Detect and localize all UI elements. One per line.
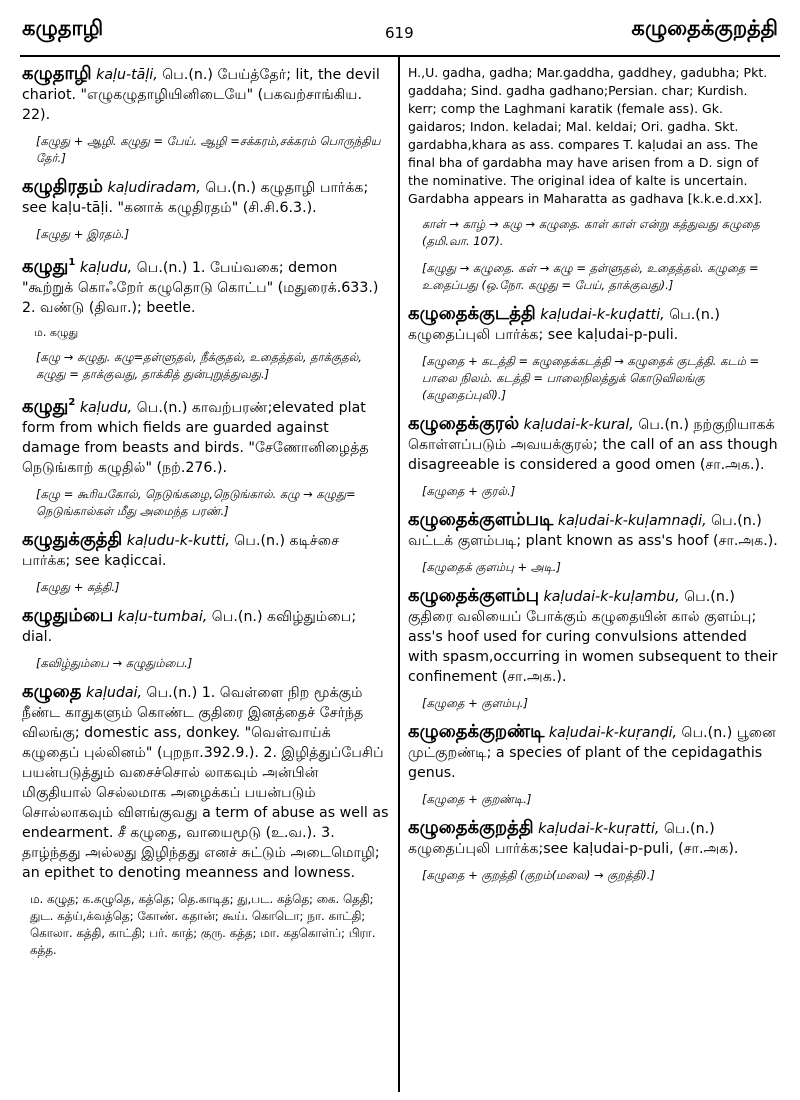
entry-headword: கழுதைக்குரல் bbox=[408, 413, 520, 434]
entry-transliteration: kaḷu-tāḷi, bbox=[96, 67, 158, 83]
headword-text: கழுது bbox=[22, 256, 69, 277]
header-right-guide-word: கழுதைக்குறத்தி bbox=[631, 16, 778, 40]
entry-definition: பெ.(n.) காவற்பரண்;elevated plat form from which fields are guarded against damage from beasts and birds. "சேணோனிழைத்த நெடுங்காற் கழுதில்" (நற்.276.). bbox=[22, 400, 369, 476]
entry-cognates: ம. கழுத; க.கழுதெ, கத்தெ; தெ.காடித; து,பட. கத்தெ; கை. தெதி; துட. கத்ய்,க்வத்தெ; கோண். கதான்; கூய். கொடொ; நா. காட்தி; கொலா. கத்தி, காட்தி; பர். காத்; குரு. கத்த; மா. கதகொள்ப்; பிரா. கத்த. bbox=[30, 892, 376, 957]
entry-etymology: [கழுது + கத்தி.] bbox=[36, 580, 120, 594]
dictionary-entry bbox=[22, 393, 390, 478]
entry-etymology: [கழு = கூரியகோல், நெடுங்கழை,நெடுங்கால். கழு → கழுது= நெடுங்கால்கள் மீது அமைந்த பரண்.] bbox=[36, 487, 356, 518]
entry-definition: பெ.(n.) பூனை முட்குறண்டி; a species of plant of the cepidagathis genus. bbox=[408, 725, 776, 781]
column-divider bbox=[398, 57, 400, 1092]
entry-definition: பெ.(n.) வட்டக் குளம்படி; plant known as ass's hoof (சா.அக.). bbox=[408, 513, 778, 549]
entry-transliteration: kaḷudai-k-kuḷambu, bbox=[543, 589, 680, 605]
dictionary-entry bbox=[408, 818, 780, 859]
dictionary-entry bbox=[22, 682, 390, 883]
entry-definition: பெ.(n.) 1. பேய்வகை; demon "கூற்றுக் கொஃறேர் கழுதொடு கொட்ப" (மதுரைக்.633.) 2. வண்டு (திவா.); beetle. bbox=[22, 260, 379, 316]
dictionary-entry bbox=[408, 414, 780, 475]
entry-etymology: [கழுதை + குறண்டி.] bbox=[422, 792, 532, 806]
entry-quote: காள் → காழ் → கழு → கழுதை. காள் காள் என்று கத்துவது கழுதை (தமி.வா. 107). bbox=[422, 217, 760, 248]
entry-headword: கழுதைக்குறண்டி bbox=[408, 721, 545, 742]
entry-definition: பெ.(n.) கடிச்சை பார்க்க; see kaḍiccai. bbox=[22, 533, 340, 569]
header-divider bbox=[20, 55, 780, 57]
header-left-guide-word: கழுதாழி bbox=[22, 16, 104, 40]
homonym-number: 2 bbox=[68, 397, 76, 408]
entry-transliteration: kaḷudai-k-kural, bbox=[523, 417, 634, 433]
entry-etymology: [கழுதைக் குளம்பு + அடி.] bbox=[422, 560, 561, 574]
homonym-number: 1 bbox=[68, 257, 76, 268]
entry-definition: பெ.(n.) கழுதைப்புலி பார்க்க;see kaḷudai-p-puli, (சா.அக). bbox=[408, 821, 739, 857]
entry-headword: கழுதைக்குளம்படி bbox=[408, 509, 554, 530]
headword-text: கழுது bbox=[22, 396, 69, 417]
entry-etymology: [கழுது + இரதம்.] bbox=[36, 227, 130, 241]
entry-transliteration: kaḷudai, bbox=[86, 685, 143, 701]
entry-transliteration: kaḷudai-k-kuḍatti, bbox=[540, 307, 665, 323]
dictionary-entry bbox=[408, 304, 780, 345]
entry-transliteration: kaḷudai-k-kuḷamnaḍi, bbox=[557, 513, 707, 529]
dictionary-entry bbox=[22, 253, 390, 318]
entry-headword: கழுதைக்குளம்பு bbox=[408, 585, 540, 606]
entry-definition: பெ.(n.) நற்குறியாகக் கொள்ளப்படும் அவயக்குரல்; the call of an ass though disagreeable is considered a good omen (சா.அக.). bbox=[408, 417, 778, 473]
right-column bbox=[408, 64, 780, 1094]
entry-transliteration: kaḷudai-k-kuṛatti, bbox=[538, 821, 660, 837]
entry-headword: கழுதைக்குறத்தி bbox=[408, 817, 534, 838]
entry-definition: பெ.(n.) கழுதாழி பார்க்க; see kaḷu-tāḷi. "கனாக் கழுதிரதம்" (சி.சி.6.3.). bbox=[22, 180, 369, 216]
entry-headword: கழுதிரதம் bbox=[22, 176, 103, 197]
entry-transliteration: kaḷudiradam, bbox=[107, 180, 201, 196]
entry-headword bbox=[22, 396, 75, 417]
entry-etymology: [கழுதை + கடத்தி = கழுதைக்கடத்தி → கழுதைக் குடத்தி. கடம் = பாலை நிலம். கடத்தி = பாலைநிலத்துக் கொடுவிலங்கு (கழுதைப்புலி).] bbox=[422, 354, 760, 402]
entry-transliteration: kaḷudu-k-kutti, bbox=[126, 533, 230, 549]
dictionary-entry bbox=[408, 722, 780, 783]
entry-headword bbox=[22, 256, 75, 277]
entry-etymology: [கழுது → கழுதை. கள் → கழு = தள்ளுதல், உதைத்தல். கழுதை = உதைப்பது (ஒ.நோ. கழுது = பேய், தாக்குவது).] bbox=[422, 261, 759, 292]
entry-transliteration: kaḷudai-k-kuṛanḍi, bbox=[548, 725, 678, 741]
dictionary-entry bbox=[22, 530, 390, 571]
dictionary-entry bbox=[22, 64, 390, 125]
entry-definition: பெ.(n.) குதிரை வலியைப் போக்கும் கழுதையின் கால் குளம்பு; ass's hoof used for curing convulsions attended with spasm,occurring in women subsequent to their confinement (சா.அக.). bbox=[408, 589, 778, 685]
entry-etymology: [கழுதை + குளம்பு.] bbox=[422, 696, 528, 710]
cognates-continuation: H.,U. gadha, gadha; Mar.gaddha, gaddhey, gadubha; Pkt. gaddaha; Sind. gadha gadhano;Persian. char; Kurdish. kerr; comp the Laghmani karatik (female ass). Gk. gaidaros; Indon. keladai; Mal. keldai; Ori. gadha. Skt. gardabha,khara as ass. compares T. kaḷudai an ass. The final bha of gardabha may have arisen from a D. sign of the nominative. The original idea of kalte is uncertain. Gardabha appears in Maharatta as gadhava [k.k.e.d.xx]. bbox=[408, 65, 768, 206]
entry-transliteration: kaḷu-tumbai, bbox=[117, 609, 208, 625]
dictionary-entry bbox=[408, 510, 780, 551]
entry-etymology: [கவிழ்தும்பை → கழுதும்பை.] bbox=[36, 656, 193, 670]
page-header bbox=[0, 0, 800, 52]
entry-headword: கழுதாழி bbox=[22, 64, 92, 84]
page-number: 619 bbox=[385, 24, 414, 42]
entry-headword: கழுதுக்குத்தி bbox=[22, 529, 123, 550]
entry-definition: பெ.(n.) கழுதைப்புலி பார்க்க; see kaḷudai-p-puli. bbox=[408, 307, 720, 343]
entry-definition: பெ.(n.) பேய்த்தேர்; lit, the devil chariot. "எழுகழுதாழியினிடையே" (பகவற்சாங்கிய. 22). bbox=[22, 67, 380, 123]
dictionary-entry bbox=[22, 606, 390, 647]
dictionary-entry bbox=[22, 177, 390, 218]
left-column bbox=[22, 64, 390, 1094]
entry-cognate-short: ம. கழுது bbox=[34, 326, 79, 339]
entry-headword: கழுதை bbox=[22, 681, 82, 702]
entry-transliteration: kaḷudu, bbox=[79, 400, 133, 416]
entry-etymology: [கழுதை + குறத்தி (குறம்(மலை) → குறத்தி).] bbox=[422, 868, 655, 882]
entry-etymology: [கழு → கழுது. கழு=தள்ளுதல், நீக்குதல், உதைத்தல், தாக்குதல், கழுது = தாக்குவது, தாக்கித் துன்புறுத்துவது.] bbox=[36, 350, 362, 381]
entry-headword: கழுதும்பை bbox=[22, 605, 114, 626]
entry-definition: பெ.(n.) 1. வெள்ளை நிற மூக்கும் நீண்ட காதுகளும் கொண்ட குதிரை இனத்தைச் சேர்ந்த விலங்கு; domestic ass, donkey. "வெள்வாய்க் கழுதைப் புல்லினம்" (புறநா.392.9.). 2. இழித்துப்பேசிப் பயன்படுத்தும் வசைச்சொல் லாகவும் அன்பின் மிகுதியால் செல்லமாக அழைக்கப் பயன்படும் சொல்லாகவும் விளங்குவது a term of abuse as well as endearment. சீ கழுதை, வாயைமூடு (உ.வ.). 3. தாழ்ந்தது அல்லது இழிந்தது எனச் சுட்டும் அடைமொழி; an epithet to denoting meanness and lowness. bbox=[22, 685, 389, 881]
entry-etymology: [கழுது + ஆழி. கழுது = பேய். ஆழி =சக்கரம்,சக்கரம் பொருந்திய தேர்.] bbox=[36, 134, 381, 165]
entry-transliteration: kaḷudu, bbox=[79, 260, 133, 276]
entry-headword: கழுதைக்குடத்தி bbox=[408, 303, 536, 324]
entry-definition: பெ.(n.) கவிழ்தும்பை; dial. bbox=[22, 609, 357, 645]
dictionary-entry bbox=[408, 586, 780, 687]
entry-etymology: [கழுதை + குரல்.] bbox=[422, 484, 516, 498]
